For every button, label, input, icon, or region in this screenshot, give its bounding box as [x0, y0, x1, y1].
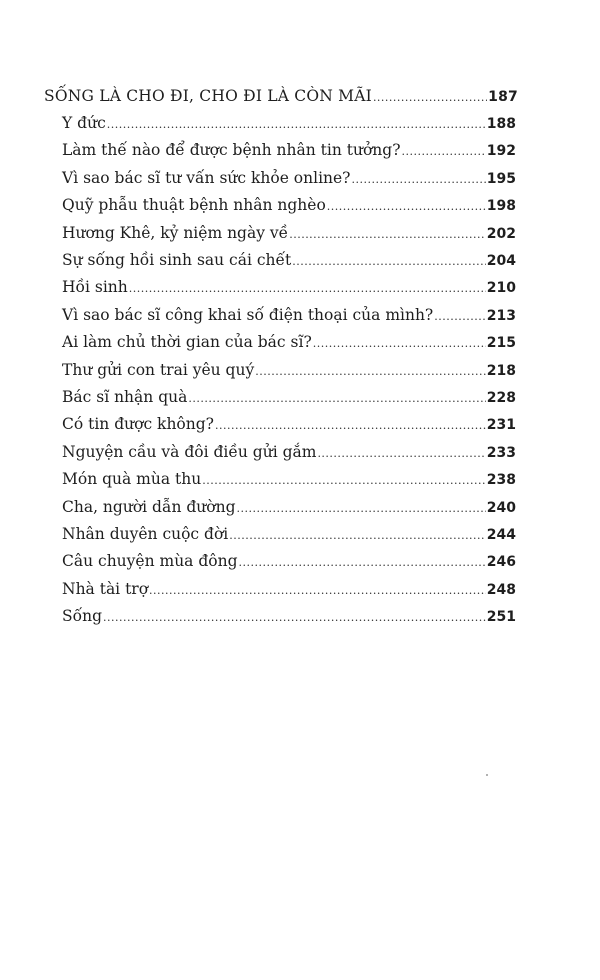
- toc-entry-title: Quỹ phẫu thuật bệnh nhân nghèo: [62, 196, 326, 214]
- toc-entry: [62, 551, 516, 573]
- toc-entry-title: Có tin được không?: [62, 415, 214, 433]
- toc-entry-title: Nguyện cầu và đôi điều gửi gắm: [62, 443, 317, 461]
- toc-entry-title: Món quà mùa thu: [62, 470, 202, 488]
- toc-entry-page: 248: [486, 582, 516, 598]
- toc-entry-page: 251: [486, 609, 516, 625]
- toc-entry: [62, 113, 516, 135]
- toc-entry: [62, 524, 516, 546]
- toc-entry: [62, 606, 516, 628]
- toc-entry: [62, 332, 516, 354]
- toc-dot-leader: [103, 608, 486, 628]
- toc-entry-title: Sống: [62, 607, 103, 625]
- toc-dot-leader: [292, 252, 485, 272]
- toc-entry-page: 213: [486, 308, 516, 324]
- toc-entry: [62, 387, 516, 409]
- toc-entry-title: Vì sao bác sĩ công khai số điện thoại của mình?: [62, 306, 434, 324]
- toc-dot-leader: [289, 225, 486, 245]
- toc-entry: [62, 579, 516, 601]
- toc-entry: [62, 442, 516, 464]
- toc-section-title: SỐNG LÀ CHO ĐI, CHO ĐI LÀ CÒN MÃI: [44, 87, 372, 105]
- toc-dot-leader: [129, 279, 486, 299]
- toc-entry-title: Bác sĩ nhận quà: [62, 388, 188, 406]
- toc-entry-page: 228: [486, 390, 516, 406]
- toc-dot-leader: [352, 170, 486, 190]
- toc-entry-page: 231: [486, 417, 516, 433]
- toc-entry-title: Hương Khê, kỷ niệm ngày về: [62, 224, 289, 242]
- toc-entry: [62, 497, 516, 519]
- toc-dot-leader: [229, 526, 486, 546]
- toc-entry: [62, 360, 516, 382]
- toc-entry-page: 240: [486, 500, 516, 516]
- toc-dot-leader: [327, 197, 486, 217]
- toc-entry-page: 192: [486, 143, 516, 159]
- toc-entry-title: Câu chuyện mùa đông: [62, 552, 238, 570]
- toc-section-page: 187: [488, 89, 518, 105]
- toc-entry-title: Cha, người dẫn đường: [62, 498, 236, 516]
- toc-entry: [62, 250, 516, 272]
- toc-entry-title: Y đức: [62, 114, 106, 132]
- toc-section-heading: [44, 86, 518, 108]
- toc-entry-title: Vì sao bác sĩ tư vấn sức khỏe online?: [62, 169, 351, 187]
- toc-entry: [62, 469, 516, 491]
- toc-entry: [62, 223, 516, 245]
- toc-dot-leader: [149, 581, 486, 601]
- toc-entry-page: 204: [486, 253, 516, 269]
- toc-entry-title: Nhà tài trợ: [62, 580, 149, 598]
- toc-dot-leader: [202, 471, 486, 491]
- toc-entry: [62, 414, 516, 436]
- toc-entry-page: 233: [486, 445, 516, 461]
- toc-dot-leader: [317, 444, 485, 464]
- toc-entry-page: 238: [486, 472, 516, 488]
- paper-speck: [486, 774, 488, 776]
- toc-entry-title: Làm thế nào để được bệnh nhân tin tưởng?: [62, 141, 401, 159]
- toc-dot-leader: [188, 389, 485, 409]
- toc-entry: [62, 168, 516, 190]
- toc-entry-page: 246: [486, 554, 516, 570]
- toc-entry: [62, 140, 516, 162]
- toc-dot-leader: [373, 88, 487, 108]
- toc-entry-title: Hồi sinh: [62, 278, 128, 296]
- toc-entry-page: 215: [486, 335, 516, 351]
- toc-entry-page: 218: [486, 363, 516, 379]
- toc-dot-leader: [215, 416, 486, 436]
- toc-entry-title: Nhân duyên cuộc đời: [62, 525, 229, 543]
- toc-dot-leader: [107, 115, 486, 135]
- toc-entry-title: Ai làm chủ thời gian của bác sĩ?: [62, 333, 312, 351]
- toc-dot-leader: [239, 553, 486, 573]
- toc-entry-page: 210: [486, 280, 516, 296]
- toc-entry-title: Sự sống hồi sinh sau cái chết: [62, 251, 292, 269]
- toc-entry-page: 195: [486, 171, 516, 187]
- toc-entry-page: 188: [486, 116, 516, 132]
- toc-entry-page: 202: [486, 226, 516, 242]
- toc-dot-leader: [255, 362, 486, 382]
- toc-dot-leader: [402, 142, 486, 162]
- toc-entry-title: Thư gửi con trai yêu quý: [62, 361, 255, 379]
- toc-entry: [62, 195, 516, 217]
- toc-dot-leader: [434, 307, 486, 327]
- toc-dot-leader: [237, 499, 486, 519]
- toc-entry: [62, 305, 516, 327]
- toc-entry-page: 244: [486, 527, 516, 543]
- toc-dot-leader: [313, 334, 486, 354]
- toc-entry: [62, 277, 516, 299]
- toc-entry-page: 198: [486, 198, 516, 214]
